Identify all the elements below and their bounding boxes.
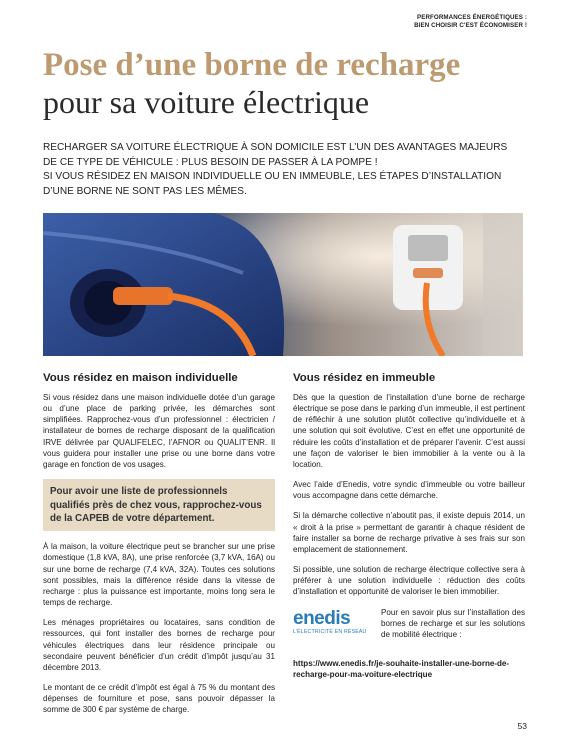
section-tag — [414, 14, 527, 30]
capeb-callout — [43, 479, 275, 531]
maison-paragraph-1: Si vous résidez dans une maison individuelle dotée d’un garage ou d’une place de parking privée, les démarches sont simplifiées. Rapprochez-vous d’un professionnel : électricien / installateur de bornes de recharge disposant de la qualification IRVE délivrée par QUALIFELEC, l’AFNOR ou QUALIT’ENR. Il vous guidera pour installer une prise ou une borne dans votre garage en fonction de vos usages. — [43, 393, 275, 469]
callout-line-3: de la CAPEB de votre département. — [50, 512, 215, 524]
callout-line-1: Pour avoir une liste de professionnels — [50, 486, 228, 498]
callout-line-2: qualifiés près de chez vous, rapprochez-vous — [50, 499, 262, 511]
enedis-info — [293, 607, 525, 659]
intro-paragraph-2: SI VOUS RÉSIDEZ EN MAISON INDIVIDUELLE OU EN IMMEUBLE, LES ÉTAPES D’INSTALLATION D’UNE BORNE NE SONT PAS LES MÊMES. — [43, 171, 502, 197]
maison-paragraph-3: Les ménages propriétaires ou locataires, sans condition de ressources, qui font installer des bornes de recharge pour véhicules électriques dans leur résidence principale ou secondaire peuvent bénéficier d’un crédit d’impôt jusqu’au 31 décembre 2013. — [43, 618, 275, 672]
page-subtitle: pour sa voiture électrique — [43, 84, 370, 120]
immeuble-paragraph-1: Dès que la question de l’installation d’une borne de recharge électrique se pose dans le parking d’un immeuble, il est pertinent de réfléchir à une solution plutôt collective qu’individuelle et à une solution qui soit évolutive. C’est en effet une opportunité de réduire les coûts d’installation et de préparer l’avenir. C’est aussi une façon de valoriser le bien immobilier à la vente ou à la location. — [293, 393, 525, 469]
page-title: Pose d’une borne de recharge — [43, 47, 461, 83]
section-tag-line1: PERFORMANCES ÉNERGÉTIQUES : — [417, 14, 527, 21]
left-column — [43, 392, 275, 725]
immeuble-paragraph-4: Si possible, une solution de recharge électrique collective sera à préférer à une solution individuelle : réduction des coûts d’installation et opportunité de valoriser le bien immobilier. — [293, 565, 525, 597]
heading-maison: Vous résidez en maison individuelle — [43, 372, 238, 384]
maison-paragraph-4: Le montant de ce crédit d’impôt est égal à 75 % du montant des dépenses de fourniture et pose, sans pouvoir dépasser la somme de 300 € par système de charge. — [43, 683, 275, 715]
immeuble-paragraph-2: Avec l’aide d’Enedis, votre syndic d’immeuble ou votre bailleur vous accompagne dans cette démarche. — [293, 480, 525, 501]
logo-word: enedis — [293, 607, 351, 629]
intro — [43, 141, 523, 199]
logo-subtitle: L’ÉLECTRICITÉ EN RÉSEAU — [293, 628, 367, 635]
heading-immeuble: Vous résidez en immeuble — [293, 372, 436, 384]
enedis-text: Pour en savoir plus sur l’installation des bornes de recharge et sur les solutions de mobilité électrique : — [381, 607, 525, 639]
immeuble-paragraph-3: Si la démarche collective n’aboutit pas, il existe depuis 2014, un « droit à la prise » permettant de garantir à chaque résident de faire installer sa borne de recharge privative à ses frais sur son emplacement de stationnement. — [293, 511, 525, 554]
page-number: 53 — [517, 721, 527, 731]
enedis-logo — [293, 609, 373, 645]
intro-paragraph-1: RECHARGER SA VOITURE ÉLECTRIQUE À SON DOMICILE EST L’UN DES AVANTAGES MAJEURS DE CE TYPE DE VÉHICULE : PLUS BESOIN DE PASSER À LA POMPE ! — [43, 142, 508, 168]
right-column — [293, 392, 525, 680]
maison-paragraph-2: À la maison, la voiture électrique peut se brancher sur une prise domestique (1,8 kVA, 8A), une prise renforcée (3,7 kVA, 16A) ou sur une borne de recharge (7,4 kVA, 32A). Toutes ces solutions sont possibles, mais la différence réside dans la vitesse de recharge : plus la puissance est importante, moins long sera le temps de recharge. — [43, 542, 275, 608]
section-tag-line2: BIEN CHOISIR C'EST ÉCONOMISER ! — [414, 22, 527, 29]
ev-charging-photo — [43, 213, 523, 356]
enedis-link[interactable]: https://www.enedis.fr/je-souhaite-installer-une-borne-de-recharge-pour-ma-voiture-electrique — [293, 658, 510, 679]
